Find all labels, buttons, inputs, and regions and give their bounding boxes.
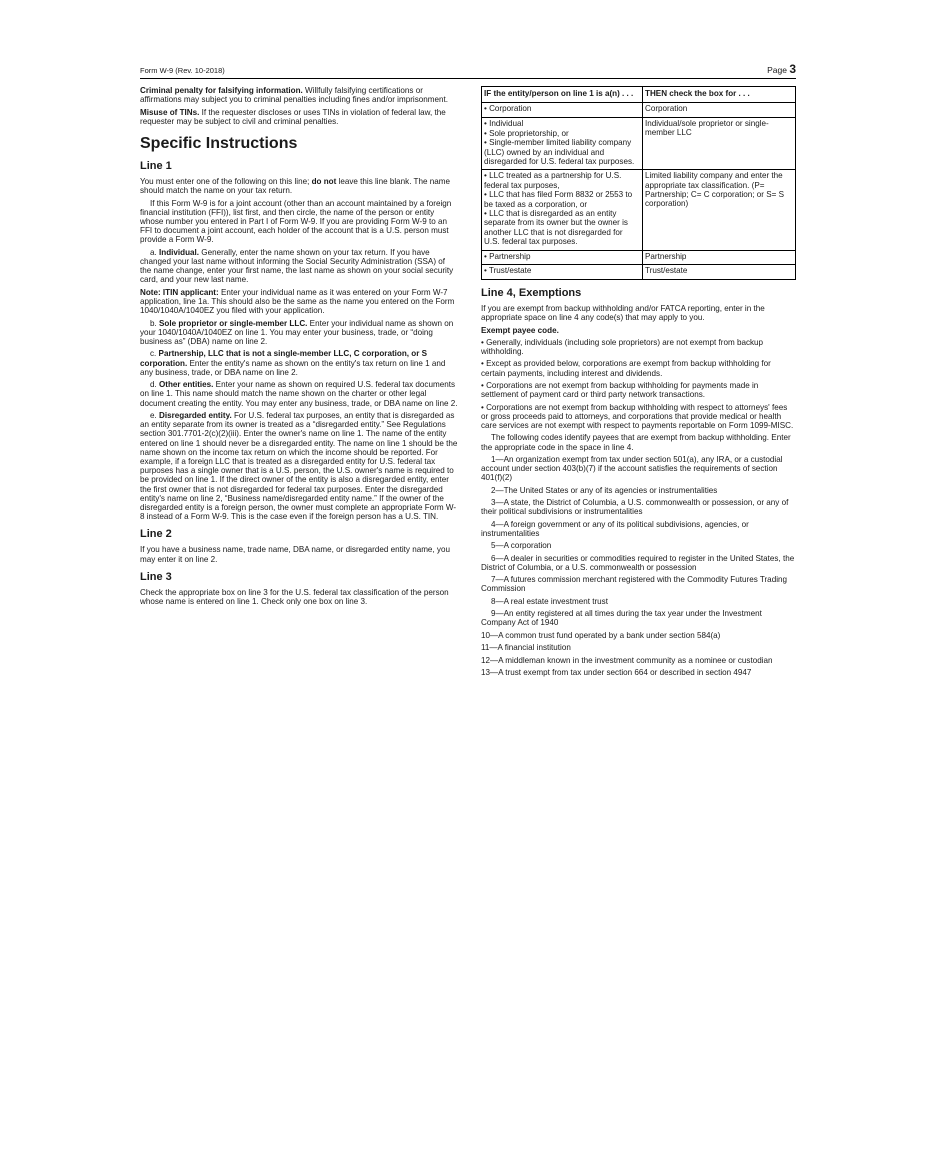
table-cell-entity bbox=[482, 250, 643, 265]
item-d-heading: Other entities. bbox=[159, 380, 214, 390]
exempt-code: 2—The United States or any of its agencies or instrumentalities bbox=[491, 485, 718, 495]
exempt-code: 10—A common trust fund operated by a bank under section 584(a) bbox=[481, 630, 721, 640]
table-cell-entity bbox=[482, 117, 643, 170]
table-bullet: • Corporation bbox=[484, 104, 532, 114]
exempt-code: 3—A state, the District of Columbia, a U.S. commonwealth or possession, or any of their political subdivisions or instrumentalities bbox=[481, 498, 789, 517]
exempt-bullet: • Corporations are not exempt from backup withholding for payments made in settlement of payment card or third party network transactions. bbox=[481, 380, 759, 400]
exempt-bullet: • Generally, individuals (including sole proprietors) are not exempt from backup withholding. bbox=[481, 337, 764, 356]
line4-heading: Line 4, Exemptions bbox=[481, 286, 582, 299]
item-b-text: Enter your individual name as shown on your 1040/1040A/1040EZ on line 1. You may enter your business, trade, or “doing business as” (DBA) name on line 2. bbox=[140, 318, 454, 346]
exempt-code: 8—A real estate investment trust bbox=[491, 596, 608, 606]
table-row bbox=[482, 170, 796, 250]
exempt-code: 7—A futures commission merchant registered with the Commodity Futures Trading Commission bbox=[481, 575, 787, 594]
itin-note-heading: Note: ITIN applicant: bbox=[140, 287, 219, 297]
line1-intro-emphasis: do not bbox=[311, 177, 337, 186]
exempt-code: 13—A trust exempt from tax under section 664 or described in section 4947 bbox=[481, 668, 752, 678]
line1-intro-c: leave this line blank. The name should match the name on your tax return. bbox=[140, 177, 450, 196]
exempt-code: 11—A financial institution bbox=[481, 643, 571, 653]
exempt-code: 5—A corporation bbox=[491, 541, 552, 551]
criminal-penalty-heading: Criminal penalty for falsifying information. bbox=[140, 86, 303, 95]
line1-individual bbox=[140, 248, 458, 285]
item-c-label: c. bbox=[150, 349, 159, 359]
table-cell-entity bbox=[482, 265, 643, 280]
exempt-code: 9—An entity registered at all times during the tax year under the Investment Company Act of 1940 bbox=[481, 609, 762, 628]
criminal-penalty-paragraph bbox=[140, 86, 458, 104]
table-bullet: • Trust/estate bbox=[484, 266, 532, 276]
item-b-label: b. bbox=[150, 318, 159, 328]
line1-disregarded-entity bbox=[140, 411, 458, 521]
exempt-code: 1—An organization exempt from tax under section 501(a), any IRA, or a custodial account under section 403(b)(7) if the account satisfies the requirements of section 401(f)(2) bbox=[481, 454, 783, 483]
table-bullet: • LLC treated as a partnership for U.S. federal tax purposes, bbox=[484, 171, 622, 190]
table-bullet: • LLC that has filed Form 8832 or 2553 to be taxed as a corporation, or bbox=[484, 190, 633, 209]
misuse-heading: Misuse of TINs. bbox=[140, 107, 200, 117]
item-e-heading: Disregarded entity. bbox=[159, 410, 232, 420]
line4-intro: If you are exempt from backup withholding and/or FATCA reporting, enter in the appropriate space on line 4 any code(s) that may apply to you. bbox=[481, 303, 765, 323]
item-d-label: d. bbox=[150, 380, 159, 390]
exempt-bullet: • Corporations are not exempt from backup withholding with respect to attorneys' fees or gross proceeds paid to attorneys, and corporations that provide medical or health care services are not exempt with respect to payments reportable on Form 1099-MISC. bbox=[481, 402, 794, 430]
item-a-heading: Individual. bbox=[159, 247, 200, 257]
table-cell-entity bbox=[482, 103, 643, 118]
page-word: Page bbox=[767, 65, 787, 75]
item-e-label: e. bbox=[150, 410, 159, 420]
line1-other-entities bbox=[140, 380, 458, 408]
table-cell-entity bbox=[482, 170, 643, 250]
codes-intro: The following codes identify payees that are exempt from backup withholding. Enter the appropriate code in the space in line 4. bbox=[481, 433, 791, 452]
table-header-row bbox=[482, 87, 796, 103]
exempt-payee-code-heading: Exempt payee code. bbox=[481, 325, 559, 335]
item-d-text: Enter your name as shown on required U.S. federal tax documents on line 1. This name should match the name shown on the charter or other legal document creating the entity. You may enter any business, trade, or DBA name on line 2. bbox=[140, 380, 458, 408]
table-bullet: • Sole proprietorship, or bbox=[484, 128, 569, 138]
table-cell-box: Corporation bbox=[643, 103, 796, 118]
table-row bbox=[482, 103, 796, 118]
table-bullet: • LLC that is disregarded as an entity separate from its owner but the owner is another LLC that is not disregarded for U.S. federal tax purposes. bbox=[484, 209, 628, 246]
left-column bbox=[140, 86, 458, 609]
misuse-text: If the requester discloses or uses TINs in violation of federal law, the requester may be subject to civil and criminal penalties. bbox=[140, 107, 446, 126]
line2-text: If you have a business name, trade name, DBA name, or disregarded entity name, you may enter it on line 2. bbox=[140, 545, 450, 564]
table-bullet: • Individual bbox=[484, 118, 524, 128]
exempt-code: 4—A foreign government or any of its political subdivisions, agencies, or instrumentalities bbox=[481, 519, 749, 538]
item-c-heading: Partnership, LLC that is not a single-member LLC, C corporation, or S corporation. bbox=[140, 349, 428, 368]
line2-heading: Line 2 bbox=[140, 528, 172, 541]
table-cell-box: Individual/sole proprietor or single-member LLC bbox=[643, 117, 796, 170]
table-cell-box: Trust/estate bbox=[643, 265, 796, 280]
line3-text: Check the appropriate box on line 3 for the U.S. federal tax classification of the person whose name is entered on line 1. Check only one box on line 3. bbox=[140, 587, 449, 607]
table-cell-box: Limited liability company and enter the appropriate tax classification. (P= Partnership; C= C corporation; or S= S corporation) bbox=[643, 170, 796, 250]
line1-heading: Line 1 bbox=[140, 160, 172, 172]
line1-intro-a: You must enter one of the following on this line; bbox=[140, 177, 312, 186]
exempt-code: 12—A middleman known in the investment community as a nominee or custodian bbox=[481, 655, 773, 665]
table-bullet: • Single-member limited liability company (LLC) owned by an individual and disregarded for U.S. federal tax purposes. bbox=[484, 138, 635, 166]
misuse-paragraph bbox=[140, 108, 458, 126]
line1-joint-account: If this Form W-9 is for a joint account (other than an account maintained by a foreign financial institution (FFI)), list first, and then circle, the name of the person or entity whose number you entered in Part I of Form W-9. If you are providing Form W-9 to an FFI to document a joint account, each holder of the account that is a U.S. person must provide a Form W-9. bbox=[140, 198, 452, 245]
right-column bbox=[481, 86, 796, 680]
item-a-text: Generally, enter the name shown on your tax return. If you have changed your last name without informing the Social Security Administration (SSA) of the name change, enter your first name, the last name as shown on your social security card, and your new last name. bbox=[140, 247, 454, 285]
page-header bbox=[140, 60, 796, 79]
classification-table bbox=[481, 86, 796, 280]
line1-sole-proprietor bbox=[140, 319, 458, 347]
item-e-text: For U.S. federal tax purposes, an entity that is disregarded as an entity separate from its owner is treated as a “disregarded entity.” See Regulations section 301.7701-2(c)(2)(iii). Enter the owner's name on line 1. The name of the entity entered on line 1 should never be a disregarded entity. The name on line 1 should be the name shown on the income tax return on which the income should be reported. For example, if a foreign LLC that is treated as a disregarded entity for U.S. federal tax purposes has a single owner that is a U.S. person, the U.S. owner's name is required to be provided on line 1. If the direct owner of the entity is also a disregarded entity, enter the first owner that is not disregarded for federal tax purposes. Enter the disregarded entity's name on line 2, “Business name/disregarded entity name.” If the owner of the disregarded entity is a foreign person, the owner must complete an appropriate Form W-8 instead of a Form W-9. This is the case even if the foreign person has a U.S. TIN. bbox=[140, 410, 458, 522]
specific-instructions-title: Specific Instructions bbox=[140, 135, 298, 152]
item-a-label: a. bbox=[150, 247, 159, 257]
table-header-box: THEN check the box for . . . bbox=[643, 87, 796, 103]
itin-note-text: Enter your individual name as it was entered on your Form W-7 application, line 1a. This should also be the same as the name you entered on the Form 1040/1040A/1040EZ you filed with your application. bbox=[140, 287, 455, 316]
page-number-label bbox=[767, 62, 796, 76]
table-row bbox=[482, 117, 796, 170]
exempt-bullet: • Except as provided below, corporations are exempt from backup withholding for certain payments, including interest and dividends. bbox=[481, 359, 771, 378]
table-row bbox=[482, 250, 796, 265]
exempt-code: 6—A dealer in securities or commodities required to register in the United States, the District of Columbia, or a U.S. commonwealth or possession bbox=[481, 553, 795, 572]
table-cell-box: Partnership bbox=[643, 250, 796, 265]
line3-heading: Line 3 bbox=[140, 570, 172, 583]
itin-note bbox=[140, 288, 458, 316]
item-b-heading: Sole proprietor or single-member LLC. bbox=[159, 318, 308, 328]
item-c-text: Enter the entity's name as shown on the entity's tax return on line 1 and any business, trade, or DBA name on line 2. bbox=[140, 358, 446, 377]
form-id: Form W-9 (Rev. 10-2018) bbox=[140, 66, 225, 75]
line1-partnership bbox=[140, 349, 458, 377]
line1-intro bbox=[140, 177, 458, 195]
page-number: 3 bbox=[789, 62, 796, 76]
table-bullet: • Partnership bbox=[484, 251, 531, 261]
table-header-entity: IF the entity/person on line 1 is a(n) . . . bbox=[482, 87, 643, 103]
criminal-penalty-text: Willfully falsifying certifications or affirmations may subject you to criminal penalties including fines and/or imprisonment. bbox=[140, 86, 449, 105]
table-row bbox=[482, 265, 796, 280]
